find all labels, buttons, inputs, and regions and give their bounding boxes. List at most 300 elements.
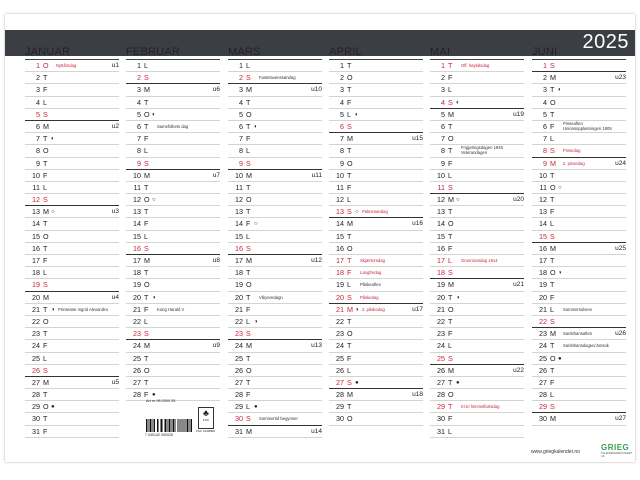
day-row[interactable] bbox=[25, 279, 119, 291]
day-row[interactable] bbox=[228, 426, 322, 438]
footer-url[interactable]: www.griegkalender.no bbox=[531, 449, 580, 455]
weekday-letter: L bbox=[550, 134, 554, 144]
day-row[interactable] bbox=[532, 97, 626, 109]
day-row[interactable] bbox=[25, 231, 119, 243]
day-row[interactable] bbox=[25, 365, 119, 377]
day-number: 8 bbox=[137, 146, 141, 156]
day-row[interactable] bbox=[228, 218, 322, 230]
day-number: 2 bbox=[340, 73, 344, 83]
day-row[interactable] bbox=[228, 72, 322, 84]
day-row[interactable] bbox=[532, 170, 626, 182]
day-number: 28 bbox=[539, 390, 547, 400]
day-row[interactable] bbox=[532, 365, 626, 377]
day-row[interactable] bbox=[228, 413, 322, 425]
day-row[interactable] bbox=[329, 84, 423, 96]
week-number: u5 bbox=[111, 378, 119, 386]
day-number: 2 bbox=[543, 73, 547, 83]
day-row[interactable] bbox=[126, 316, 220, 328]
day-row[interactable] bbox=[532, 182, 626, 194]
day-row[interactable] bbox=[126, 109, 220, 121]
day-row[interactable] bbox=[430, 158, 524, 170]
day-row[interactable] bbox=[228, 170, 322, 182]
weekday-letter: T bbox=[144, 97, 149, 107]
day-row[interactable] bbox=[126, 304, 220, 316]
month-column bbox=[532, 45, 626, 426]
day-row[interactable] bbox=[25, 206, 119, 218]
day-row[interactable] bbox=[430, 145, 524, 157]
day-number: 8 bbox=[441, 146, 445, 156]
day-number: 21 bbox=[437, 304, 445, 314]
day-row[interactable] bbox=[228, 401, 322, 413]
day-row[interactable] bbox=[126, 292, 220, 304]
weekday-letter: F bbox=[448, 158, 453, 168]
day-row[interactable] bbox=[228, 267, 322, 279]
day-row[interactable] bbox=[430, 377, 524, 389]
day-row[interactable] bbox=[228, 340, 322, 352]
day-row[interactable] bbox=[532, 279, 626, 291]
moon-phase-icon: ● bbox=[254, 404, 258, 411]
day-row[interactable] bbox=[430, 60, 524, 72]
day-number: 29 bbox=[539, 402, 547, 412]
weekday-letter: O bbox=[144, 365, 150, 375]
weekday-letter: F bbox=[550, 292, 555, 302]
day-row[interactable] bbox=[329, 158, 423, 170]
day-row[interactable] bbox=[126, 206, 220, 218]
day-number: 14 bbox=[539, 219, 547, 229]
day-row[interactable] bbox=[329, 328, 423, 340]
fsc-logo-icon bbox=[198, 407, 214, 429]
day-row[interactable] bbox=[329, 194, 423, 206]
day-row[interactable] bbox=[430, 304, 524, 316]
day-number: 15 bbox=[539, 231, 547, 241]
moon-phase-icon: ○ bbox=[152, 197, 156, 204]
day-note: Sankthansaften bbox=[563, 331, 593, 337]
day-row[interactable] bbox=[25, 255, 119, 267]
day-note: 2. pinsedag bbox=[563, 160, 585, 166]
day-row[interactable] bbox=[126, 218, 220, 230]
day-row[interactable] bbox=[126, 145, 220, 157]
day-row[interactable] bbox=[25, 218, 119, 230]
day-row[interactable] bbox=[228, 304, 322, 316]
day-row[interactable] bbox=[430, 206, 524, 218]
day-row[interactable] bbox=[126, 279, 220, 291]
day-row[interactable] bbox=[430, 267, 524, 279]
day-row[interactable] bbox=[228, 292, 322, 304]
weekday-letter: M bbox=[550, 329, 556, 339]
day-note: 2. påskedag bbox=[362, 306, 385, 312]
day-row[interactable] bbox=[430, 170, 524, 182]
day-row[interactable] bbox=[25, 97, 119, 109]
day-row[interactable] bbox=[25, 389, 119, 401]
day-row[interactable] bbox=[25, 304, 119, 316]
day-number: 1 bbox=[340, 61, 344, 70]
tree-icon: ♣ bbox=[203, 408, 209, 418]
day-number: 19 bbox=[437, 280, 445, 290]
day-number: 5 bbox=[441, 109, 445, 119]
day-row[interactable] bbox=[25, 377, 119, 389]
day-row[interactable] bbox=[228, 158, 322, 170]
weekday-letter: F bbox=[448, 414, 453, 424]
day-number: 24 bbox=[336, 341, 344, 351]
day-number: 6 bbox=[543, 121, 547, 131]
weekday-letter: S bbox=[43, 195, 48, 205]
day-row[interactable] bbox=[532, 243, 626, 255]
day-row[interactable] bbox=[25, 60, 119, 72]
weekday-letter: S bbox=[246, 414, 251, 424]
day-row[interactable] bbox=[25, 182, 119, 194]
day-number: 22 bbox=[235, 316, 243, 326]
day-row[interactable] bbox=[228, 84, 322, 96]
day-row[interactable] bbox=[329, 243, 423, 255]
day-row[interactable] bbox=[329, 218, 423, 230]
day-number: 6 bbox=[340, 121, 344, 131]
day-row[interactable] bbox=[329, 365, 423, 377]
day-number: 16 bbox=[133, 243, 141, 253]
weekday-letter: L bbox=[43, 182, 47, 192]
day-row[interactable] bbox=[329, 60, 423, 72]
day-row[interactable] bbox=[430, 292, 524, 304]
day-row[interactable] bbox=[329, 353, 423, 365]
day-number: 18 bbox=[235, 268, 243, 278]
day-number: 2 bbox=[441, 73, 445, 83]
day-row[interactable] bbox=[329, 121, 423, 133]
day-number: 8 bbox=[543, 146, 547, 156]
weekday-letter: F bbox=[448, 329, 453, 339]
day-row[interactable] bbox=[430, 328, 524, 340]
day-row[interactable] bbox=[430, 401, 524, 413]
day-row[interactable] bbox=[126, 340, 220, 352]
day-row[interactable] bbox=[126, 170, 220, 182]
weekday-letter: T bbox=[43, 243, 48, 253]
day-row[interactable] bbox=[329, 170, 423, 182]
day-row[interactable] bbox=[25, 84, 119, 96]
weekday-letter: T bbox=[550, 109, 555, 119]
day-row[interactable] bbox=[228, 389, 322, 401]
day-row[interactable] bbox=[430, 255, 524, 267]
day-number: 27 bbox=[437, 377, 445, 387]
day-number: 9 bbox=[239, 158, 243, 168]
day-row[interactable] bbox=[532, 267, 626, 279]
moon-phase-icon: ● bbox=[152, 392, 156, 399]
day-row[interactable] bbox=[126, 72, 220, 84]
day-row[interactable] bbox=[329, 145, 423, 157]
weekday-letter: O bbox=[347, 243, 353, 253]
day-row[interactable] bbox=[430, 218, 524, 230]
day-number: 3 bbox=[239, 85, 243, 95]
week-number: u2 bbox=[111, 122, 119, 130]
day-row[interactable] bbox=[25, 413, 119, 425]
day-row[interactable] bbox=[532, 84, 626, 96]
day-row[interactable] bbox=[228, 365, 322, 377]
day-number: 28 bbox=[32, 390, 40, 400]
weekday-letter: T bbox=[144, 377, 149, 387]
day-row[interactable] bbox=[329, 316, 423, 328]
weekday-letter: M bbox=[347, 390, 353, 400]
day-row[interactable] bbox=[430, 353, 524, 365]
day-row[interactable] bbox=[228, 133, 322, 145]
day-number: 30 bbox=[32, 414, 40, 424]
day-row[interactable] bbox=[228, 145, 322, 157]
day-row[interactable] bbox=[532, 121, 626, 133]
day-row[interactable] bbox=[126, 377, 220, 389]
day-row[interactable] bbox=[329, 255, 423, 267]
day-row[interactable] bbox=[228, 377, 322, 389]
weekday-letter: F bbox=[144, 304, 149, 314]
day-row[interactable] bbox=[329, 377, 423, 389]
weekday-letter: L bbox=[246, 316, 250, 326]
weekday-letter: L bbox=[246, 61, 250, 70]
day-row[interactable] bbox=[430, 133, 524, 145]
day-row[interactable] bbox=[25, 353, 119, 365]
day-row[interactable] bbox=[532, 413, 626, 425]
day-number: 19 bbox=[539, 280, 547, 290]
weekday-letter: S bbox=[550, 61, 555, 70]
day-row[interactable] bbox=[532, 353, 626, 365]
weekday-letter: S bbox=[448, 182, 453, 192]
day-row[interactable] bbox=[228, 182, 322, 194]
day-row[interactable] bbox=[430, 316, 524, 328]
day-row[interactable] bbox=[532, 206, 626, 218]
day-row[interactable] bbox=[532, 194, 626, 206]
weekday-letter: F bbox=[43, 256, 48, 265]
day-row[interactable] bbox=[228, 206, 322, 218]
weekday-letter: L bbox=[144, 146, 148, 156]
day-row[interactable] bbox=[25, 328, 119, 340]
day-row[interactable] bbox=[25, 401, 119, 413]
day-row[interactable] bbox=[532, 109, 626, 121]
weekday-letter: L bbox=[347, 195, 351, 205]
day-row[interactable] bbox=[532, 401, 626, 413]
day-number: 18 bbox=[539, 268, 547, 278]
day-row[interactable] bbox=[430, 413, 524, 425]
day-number: 17 bbox=[437, 256, 445, 265]
day-row[interactable] bbox=[430, 121, 524, 133]
week-number: u20 bbox=[513, 196, 524, 204]
day-row[interactable] bbox=[126, 243, 220, 255]
day-row[interactable] bbox=[228, 109, 322, 121]
week-number: u22 bbox=[513, 366, 524, 374]
day-row[interactable] bbox=[25, 340, 119, 352]
day-row[interactable] bbox=[532, 389, 626, 401]
weekday-letter: M bbox=[550, 414, 556, 424]
weekday-letter: L bbox=[550, 219, 554, 229]
day-number: 7 bbox=[441, 134, 445, 144]
day-row[interactable] bbox=[228, 279, 322, 291]
day-row[interactable] bbox=[430, 389, 524, 401]
day-number: 30 bbox=[437, 414, 445, 424]
day-row[interactable] bbox=[25, 121, 119, 133]
day-row[interactable] bbox=[430, 97, 524, 109]
day-row[interactable] bbox=[532, 145, 626, 157]
day-row[interactable] bbox=[25, 109, 119, 121]
day-row[interactable] bbox=[25, 316, 119, 328]
day-number: 14 bbox=[437, 219, 445, 229]
day-row[interactable] bbox=[329, 304, 423, 316]
day-row[interactable] bbox=[532, 158, 626, 170]
day-row[interactable] bbox=[532, 377, 626, 389]
day-row[interactable] bbox=[430, 109, 524, 121]
day-row[interactable] bbox=[329, 279, 423, 291]
day-row[interactable] bbox=[228, 121, 322, 133]
weekday-letter: T bbox=[347, 61, 352, 70]
month-name: APRIL bbox=[329, 45, 423, 60]
day-number: 12 bbox=[235, 195, 243, 205]
day-row[interactable] bbox=[228, 243, 322, 255]
day-row[interactable] bbox=[126, 231, 220, 243]
day-row[interactable] bbox=[430, 182, 524, 194]
day-row[interactable] bbox=[532, 328, 626, 340]
day-row[interactable] bbox=[430, 365, 524, 377]
day-row[interactable] bbox=[532, 218, 626, 230]
day-number: 27 bbox=[336, 377, 344, 387]
day-row[interactable] bbox=[126, 60, 220, 72]
day-number: 13 bbox=[336, 207, 344, 217]
day-row[interactable] bbox=[532, 292, 626, 304]
day-row[interactable] bbox=[126, 194, 220, 206]
day-number: 13 bbox=[539, 207, 547, 217]
day-number: 26 bbox=[437, 365, 445, 375]
weekday-letter: O bbox=[347, 73, 353, 83]
day-note: Påskeaften bbox=[360, 282, 381, 288]
day-row[interactable] bbox=[430, 194, 524, 206]
day-row[interactable] bbox=[25, 170, 119, 182]
day-number: 5 bbox=[239, 109, 243, 119]
day-row[interactable] bbox=[532, 72, 626, 84]
day-number: 20 bbox=[437, 292, 445, 302]
weekday-letter: F bbox=[347, 353, 352, 363]
day-row[interactable] bbox=[329, 109, 423, 121]
day-row[interactable] bbox=[430, 340, 524, 352]
day-row[interactable] bbox=[532, 133, 626, 145]
day-row[interactable] bbox=[329, 389, 423, 401]
day-row[interactable] bbox=[532, 255, 626, 267]
day-number: 23 bbox=[336, 329, 344, 339]
day-row[interactable] bbox=[25, 133, 119, 145]
day-row[interactable] bbox=[532, 340, 626, 352]
day-number: 1 bbox=[137, 61, 141, 70]
day-number: 14 bbox=[32, 219, 40, 229]
day-number: 21 bbox=[32, 304, 40, 314]
day-row[interactable] bbox=[228, 255, 322, 267]
day-number: 4 bbox=[239, 97, 243, 107]
day-row[interactable] bbox=[430, 231, 524, 243]
day-row[interactable] bbox=[430, 84, 524, 96]
day-row[interactable] bbox=[126, 255, 220, 267]
weekday-letter: T bbox=[448, 231, 453, 241]
day-row[interactable] bbox=[329, 413, 423, 425]
day-row[interactable] bbox=[329, 292, 423, 304]
day-number: 28 bbox=[235, 390, 243, 400]
day-number: 16 bbox=[235, 243, 243, 253]
day-row[interactable] bbox=[126, 365, 220, 377]
weekday-letter: T bbox=[144, 121, 149, 131]
weekday-letter: T bbox=[144, 292, 149, 302]
day-row[interactable] bbox=[430, 279, 524, 291]
weekday-letter: S bbox=[448, 97, 453, 107]
day-number: 9 bbox=[441, 158, 445, 168]
day-row[interactable] bbox=[25, 194, 119, 206]
day-row[interactable] bbox=[25, 158, 119, 170]
day-row[interactable] bbox=[25, 72, 119, 84]
day-row[interactable] bbox=[329, 182, 423, 194]
day-row[interactable] bbox=[228, 316, 322, 328]
day-row[interactable] bbox=[228, 328, 322, 340]
weekday-letter: F bbox=[448, 73, 453, 83]
day-row[interactable] bbox=[25, 292, 119, 304]
day-number: 27 bbox=[539, 377, 547, 387]
day-number: 7 bbox=[36, 134, 40, 144]
day-row[interactable] bbox=[126, 121, 220, 133]
day-row[interactable] bbox=[126, 158, 220, 170]
day-number: 13 bbox=[133, 207, 141, 217]
day-row[interactable] bbox=[532, 231, 626, 243]
day-row[interactable] bbox=[430, 243, 524, 255]
day-row[interactable] bbox=[329, 340, 423, 352]
day-row[interactable] bbox=[329, 133, 423, 145]
day-number: 21 bbox=[133, 304, 141, 314]
day-number: 24 bbox=[539, 341, 547, 351]
day-number: 7 bbox=[340, 134, 344, 144]
day-note: Sommersolverv bbox=[563, 306, 593, 312]
day-row[interactable] bbox=[126, 328, 220, 340]
day-row[interactable] bbox=[228, 194, 322, 206]
day-row[interactable] bbox=[228, 60, 322, 72]
weekday-letter: F bbox=[347, 268, 352, 278]
day-number: 29 bbox=[235, 402, 243, 412]
day-row[interactable] bbox=[329, 206, 423, 218]
day-row[interactable] bbox=[532, 316, 626, 328]
weekday-letter: M bbox=[347, 304, 353, 314]
day-row[interactable] bbox=[228, 97, 322, 109]
day-row[interactable] bbox=[25, 267, 119, 279]
day-row[interactable] bbox=[126, 267, 220, 279]
weekday-letter: S bbox=[550, 146, 555, 156]
day-number: 13 bbox=[235, 207, 243, 217]
day-row[interactable] bbox=[228, 231, 322, 243]
day-row[interactable] bbox=[532, 60, 626, 72]
day-row[interactable] bbox=[126, 182, 220, 194]
day-row[interactable] bbox=[430, 426, 524, 438]
day-row[interactable] bbox=[329, 401, 423, 413]
weekday-letter: M bbox=[246, 85, 252, 95]
day-row[interactable] bbox=[329, 97, 423, 109]
day-number: 6 bbox=[36, 121, 40, 131]
day-row[interactable] bbox=[430, 72, 524, 84]
weekday-letter: T bbox=[347, 170, 352, 180]
day-row[interactable] bbox=[25, 426, 119, 438]
day-note: Fastelavenssøndag bbox=[259, 75, 296, 81]
day-number: 2 bbox=[137, 73, 141, 83]
day-row[interactable] bbox=[532, 304, 626, 316]
day-number: 1 bbox=[239, 61, 243, 70]
day-row[interactable] bbox=[126, 97, 220, 109]
day-number: 26 bbox=[133, 365, 141, 375]
weekday-letter: O bbox=[347, 158, 353, 168]
day-row[interactable] bbox=[329, 72, 423, 84]
day-row[interactable] bbox=[25, 145, 119, 157]
week-number: u3 bbox=[111, 208, 119, 216]
day-row[interactable] bbox=[329, 267, 423, 279]
weekday-letter: S bbox=[246, 329, 251, 339]
weekday-letter: O bbox=[43, 316, 49, 326]
day-row[interactable] bbox=[25, 243, 119, 255]
day-row[interactable] bbox=[126, 353, 220, 365]
day-row[interactable] bbox=[228, 353, 322, 365]
month-column bbox=[228, 45, 322, 438]
day-row[interactable] bbox=[329, 231, 423, 243]
day-row[interactable] bbox=[126, 84, 220, 96]
day-row[interactable] bbox=[126, 133, 220, 145]
